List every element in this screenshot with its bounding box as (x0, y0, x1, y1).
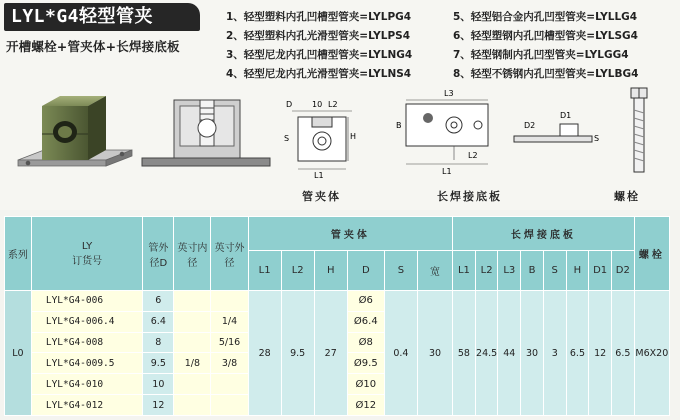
header-series: 系列 (5, 217, 32, 291)
header-inch-od: 英寸外径 (211, 217, 248, 291)
order-code-cell: LYL*G4-008 (31, 332, 143, 353)
label-d2: D2 (524, 121, 536, 130)
label-d1: D1 (560, 111, 572, 120)
label-s-plate: S (594, 134, 600, 143)
bolt-cell: M6X20 (634, 291, 669, 416)
col-plate-l1: L1 (453, 251, 476, 291)
body-d-cell: Ø8 (347, 332, 384, 353)
plate-h-cell: 6.5 (566, 291, 589, 416)
col-plate-d1: D1 (589, 251, 612, 291)
body-l2-cell: 9.5 (281, 291, 314, 416)
label-l1-plate: L1 (442, 167, 452, 176)
caption-clamp-body: 管夹体 (302, 190, 341, 203)
col-body-l1: L1 (248, 251, 281, 291)
inch-id-cell (174, 291, 211, 312)
bolt-drawing (628, 86, 650, 176)
model-note-2: 2、轻型塑料内孔光滑型管夹=LYLPS4 (226, 30, 411, 42)
inch-od-cell (211, 291, 248, 312)
inch-od-cell: 1/4 (211, 311, 248, 332)
clamp-product-image (14, 88, 134, 174)
spec-table (4, 216, 670, 416)
plate-d2-cell: 6.5 (611, 291, 634, 416)
col-body-d: D (347, 251, 384, 291)
order-code-cell: LYL*G4-009.5 (31, 353, 143, 374)
inch-id-cell (174, 311, 211, 332)
pipe-od-cell: 6.4 (143, 311, 174, 332)
plate-l1-cell: 58 (453, 291, 476, 416)
label-h: H (350, 132, 357, 141)
pipe-od-cell: 9.5 (143, 353, 174, 374)
inch-id-cell (174, 332, 211, 353)
pipe-od-cell: 12 (143, 395, 174, 416)
model-note-3: 3、轻型尼龙内孔凹槽型管夹=LYLNG4 (226, 49, 413, 61)
col-plate-d2: D2 (611, 251, 634, 291)
order-code-cell: LYL*G4-006 (31, 291, 143, 312)
col-plate-h: H (566, 251, 589, 291)
pipe-od-cell: 10 (143, 374, 174, 395)
model-note-5: 5、轻型铝合金内孔凹型管夹=LYLLG4 (453, 11, 638, 23)
col-body-l2: L2 (281, 251, 314, 291)
header-bolt: 螺栓 (634, 217, 669, 291)
label-b: B (396, 121, 402, 130)
body-d-cell: Ø6.4 (347, 311, 384, 332)
inch-id-cell: 1/8 (174, 353, 211, 374)
header-order-code: LY 订货号 (31, 217, 143, 291)
label-l0: 10 (312, 100, 323, 109)
body-h-cell: 27 (314, 291, 347, 416)
label-l1: L1 (314, 171, 324, 180)
page-title: LYL*G4轻型管夹 (4, 3, 200, 31)
table-row (5, 291, 670, 312)
label-l2-top: L2 (328, 100, 338, 109)
body-d-cell: Ø9.5 (347, 353, 384, 374)
subtitle: 开槽螺栓+管夹体+长焊接底板 (6, 39, 180, 54)
caption-plate: 长焊接底板 (437, 190, 502, 203)
col-plate-s: S (543, 251, 566, 291)
order-code-cell: LYL*G4-006.4 (31, 311, 143, 332)
body-width-cell: 30 (417, 291, 452, 416)
series-cell: L0 (5, 291, 32, 416)
inch-id-cell (174, 395, 211, 416)
header-pipe-od: 管外径D (143, 217, 174, 291)
clamp-section-drawing (140, 96, 272, 176)
pipe-od-cell: 6 (143, 291, 174, 312)
label-l3: L3 (444, 89, 454, 98)
plate-b-cell: 30 (521, 291, 544, 416)
body-d-cell: Ø6 (347, 291, 384, 312)
col-plate-l3: L3 (498, 251, 521, 291)
plate-profile-drawing (510, 108, 600, 156)
model-note-4: 4、轻型尼龙内孔光滑型管夹=LYLNS4 (226, 68, 412, 80)
plate-d1-cell: 12 (589, 291, 612, 416)
header-clamp-body: 管夹体 (248, 217, 452, 251)
label-s: S (284, 134, 290, 143)
model-note-6: 6、轻型塑钢内孔凹槽型管夹=LYLSG4 (453, 30, 638, 42)
plate-s-cell: 3 (543, 291, 566, 416)
clamp-body-drawing (282, 97, 366, 181)
body-s-cell: 0.4 (384, 291, 417, 416)
plate-l3-cell: 44 (498, 291, 521, 416)
body-d-cell: Ø10 (347, 374, 384, 395)
order-code-cell: LYL*G4-012 (31, 395, 143, 416)
label-l2: L2 (468, 151, 478, 160)
body-l1-cell: 28 (248, 291, 281, 416)
model-note-1: 1、轻型塑料内孔凹槽型管夹=LYLPG4 (226, 11, 412, 23)
model-note-7: 7、轻型钢制内孔凹型管夹=LYLGG4 (453, 49, 629, 61)
header-inch-id: 英寸内径 (174, 217, 211, 291)
model-note-8: 8、轻型不锈钢内孔凹型管夹=LYLBG4 (453, 68, 639, 80)
plate-l2-cell: 24.5 (475, 291, 498, 416)
pipe-od-cell: 8 (143, 332, 174, 353)
col-body-s: S (384, 251, 417, 291)
col-body-width: 宽 (417, 251, 452, 291)
order-code-cell: LYL*G4-010 (31, 374, 143, 395)
plate-drawing (392, 88, 500, 176)
col-body-h: H (314, 251, 347, 291)
inch-od-cell (211, 374, 248, 395)
inch-id-cell (174, 374, 211, 395)
col-plate-b: B (521, 251, 544, 291)
inch-od-cell: 3/8 (211, 353, 248, 374)
col-plate-l2: L2 (475, 251, 498, 291)
inch-od-cell: 5/16 (211, 332, 248, 353)
body-d-cell: Ø12 (347, 395, 384, 416)
header-weld-plate: 长焊接底板 (453, 217, 635, 251)
inch-od-cell (211, 395, 248, 416)
caption-bolt: 螺栓 (614, 190, 640, 203)
label-d: D (286, 100, 293, 109)
